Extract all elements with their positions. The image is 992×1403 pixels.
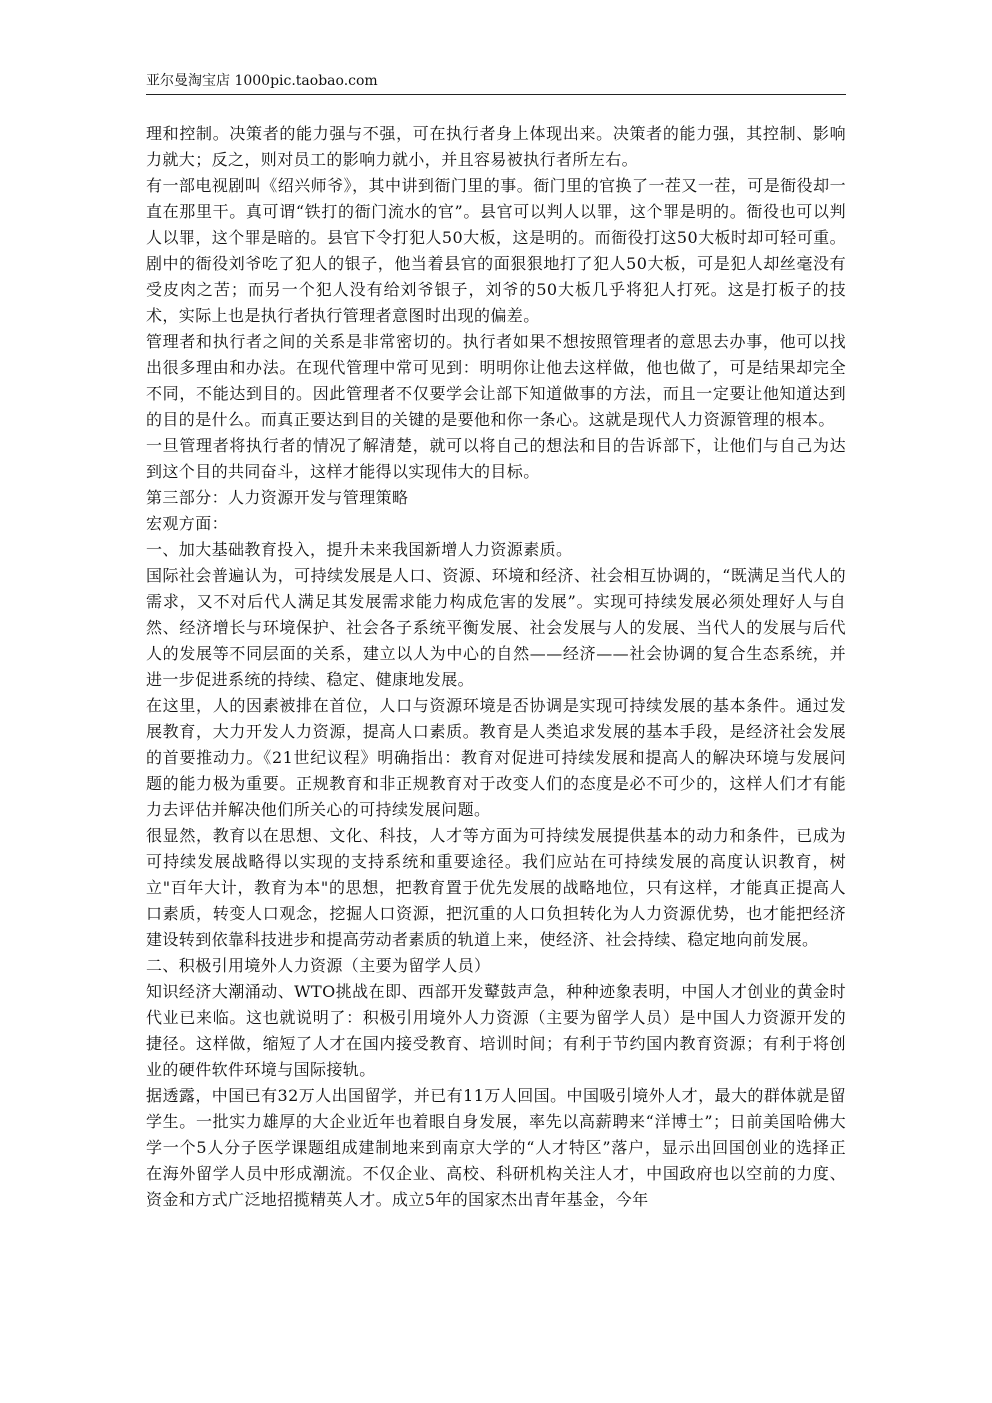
paragraph: 一旦管理者将执行者的情况了解清楚，就可以将自己的想法和目的告诉部下，让他们与自己为达到这个目的共同奋斗，这样才能得以实现伟大的目标。: [146, 436, 846, 481]
paragraph: 很显然，教育以在思想、文化、科技，人才等方面为可持续发展提供基本的动力和条件，已成为可持续发展战略得以实现的支持系统和重要途径。我们应站在可持续发展的高度认识教育，树立"百年大计，教育为本"的思想，把教育置于优先发展的战略地位，只有这样，才能真正提高人口素质，转变人口观念，挖掘人口资源，把沉重的人口负担转化为人力资源优势，也才能把经济建设转到依靠科技进步和提高劳动者素质的轨道上来，使经济、社会持续、稳定地向前发展。: [146, 826, 846, 949]
list-heading: 二、积极引用境外人力资源（主要为留学人员）: [146, 956, 491, 975]
paragraph: 管理者和执行者之间的关系是非常密切的。执行者如果不想按照管理者的意思去办事，他可以找出很多理由和办法。在现代管理中常可见到：明明你让他去这样做，他也做了，可是结果却完全不同，不能达到目的。因此管理者不仅要学会让部下知道做事的方法，而且一定要让他知道达到的目的是什么。而真正要达到目的关键的是要他和你一条心。这就是现代人力资源管理的根本。: [146, 332, 846, 429]
list-heading: 一、加大基础教育投入，提升未来我国新增人力资源素质。: [146, 540, 573, 559]
document-body: [146, 121, 846, 1213]
page-header: [146, 70, 846, 95]
section-heading: 第三部分：人力资源开发与管理策略: [146, 488, 409, 507]
subsection-heading: 宏观方面：: [146, 514, 229, 533]
paragraph: 有一部电视剧叫《绍兴师爷》，其中讲到衙门里的事。衙门里的官换了一茬又一茬，可是衙役却一直在那里干。真可谓“铁打的衙门流水的官”。县官可以判人以罪，这个罪是明的。衙役也可以判人以罪，这个罪是暗的。县官下令打犯人50大板，这是明的。而衙役打这50大板时却可轻可重。剧中的衙役刘爷吃了犯人的银子，他当着县官的面狠狠地打了犯人50大板，可是犯人却丝毫没有受皮肉之苦；而另一个犯人没有给刘爷银子，刘爷的50大板几乎将犯人打死。这是打板子的技术，实际上也是执行者执行管理者意图时出现的偏差。: [146, 176, 846, 325]
paragraph: 理和控制。决策者的能力强与不强，可在执行者身上体现出来。决策者的能力强，其控制、影响力就大；反之，则对员工的影响力就小，并且容易被执行者所左右。: [146, 124, 846, 169]
paragraph: 知识经济大潮涌动、WTO挑战在即、西部开发鼙鼓声急，种种迹象表明，中国人才创业的黄金时代业已来临。这也就说明了：积极引用境外人力资源（主要为留学人员）是中国人力资源开发的捷径。这样做，缩短了人才在国内接受教育、培训时间；有利于节约国内教育资源；有利于将创业的硬件软件环境与国际接轨。: [146, 982, 846, 1079]
paragraph: 国际社会普遍认为，可持续发展是人口、资源、环境和经济、社会相互协调的，“既满足当代人的需求，又不对后代人满足其发展需求能力构成危害的发展”。实现可持续发展必须处理好人与自然、经济增长与环境保护、社会各子系统平衡发展、社会发展与人的发展、当代人的发展与后代人的发展等不同层面的关系，建立以人为中心的自然——经济——社会协调的复合生态系统，并进一步促进系统的持续、稳定、健康地发展。: [146, 566, 846, 689]
header-text: 亚尔曼淘宝店 1000pic.taobao.com: [146, 73, 378, 89]
paragraph: 在这里，人的因素被排在首位，人口与资源环境是否协调是实现可持续发展的基本条件。通过发展教育，大力开发人力资源，提高人口素质。教育是人类追求发展的基本手段，是经济社会发展的首要推动力。《21世纪议程》明确指出：教育对促进可持续发展和提高人的解决环境与发展问题的能力极为重要。正规教育和非正规教育对于改变人们的态度是必不可少的，这样人们才有能力去评估并解决他们所关心的可持续发展问题。: [146, 696, 846, 819]
paragraph: 据透露，中国已有32万人出国留学，并已有11万人回国。中国吸引境外人才，最大的群体就是留学生。一批实力雄厚的大企业近年也着眼自身发展，率先以高薪聘来“洋博士”；日前美国哈佛大学一个5人分子医学课题组成建制地来到南京大学的“人才特区”落户，显示出回国创业的选择正在海外留学人员中形成潮流。不仅企业、高校、科研机构关注人才，中国政府也以空前的力度、资金和方式广泛地招揽精英人才。成立5年的国家杰出青年基金，今年: [146, 1086, 846, 1209]
